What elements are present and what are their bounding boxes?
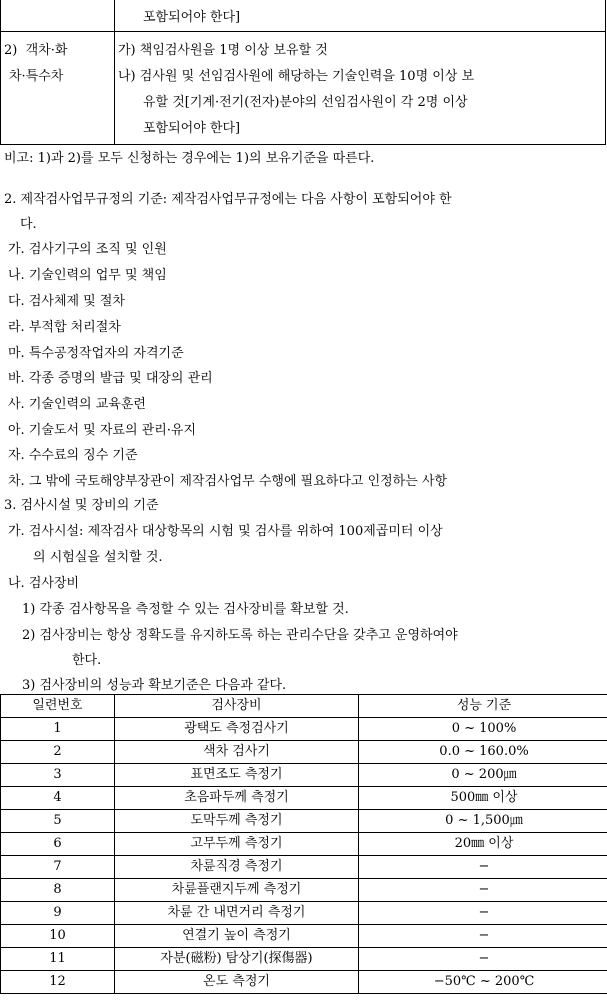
serial-number: 2 [1,741,115,764]
column-header: 검사장비 [115,695,359,718]
serial-number: 3 [1,764,115,787]
list-item: 사. 기술인력의 교육훈련 [8,397,146,412]
serial-number: 10 [1,925,115,948]
table-row [1,718,607,741]
list-item: 다. 검사체제 및 절차 [8,294,125,309]
list-item: 차. 그 밖에 국토해양부장관이 제작검사업무 수행에 필요하다고 인정하는 사항 [8,474,448,489]
table-row [1,787,607,810]
continued-text: 포함되어야 한다] [143,10,241,25]
table-row [1,833,607,856]
list-item: 마. 특수공정작업자의 자격기준 [8,346,184,361]
list-item: 의 시험실을 설치할 것. [33,550,163,565]
list-item: 가. 검사시설: 제작검사 대상항목의 시험 및 검사를 위하여 100제곱미터 이상 [8,524,443,539]
serial-number: 4 [1,787,115,810]
table-row [1,879,607,902]
equipment-name: 연결기 높이 측정기 [115,925,359,948]
table-row [1,764,607,787]
list-item: 자. 수수료의 징수 기준 [8,448,138,463]
equipment-name: 초음파두께 측정기 [115,787,359,810]
section-heading: 2. 제작검사업무규정의 기준: 제작검사업무규정에는 다음 사항이 포함되어야 한 [4,192,452,207]
equipment-name: 고무두께 측정기 [115,833,359,856]
row-label: 2) 객차·화 [4,43,68,58]
table-row [1,925,607,948]
table-row [1,856,607,879]
performance-criterion: 0 ~ 100% [359,718,607,741]
requirement-item: 포함되어야 한다] [143,121,241,136]
table-row [1,902,607,925]
remark-note: 비고: 1)과 2)를 모두 신청하는 경우에는 1)의 보유기준을 따른다. [4,151,375,166]
serial-number: 9 [1,902,115,925]
list-item: 2) 검사장비는 항상 정확도를 유지하도록 하는 관리수단을 갖추고 운영하여야 [22,628,458,643]
list-item: 가. 검사기구의 조직 및 인원 [8,242,167,257]
equipment-name: 온도 측정기 [115,971,359,994]
column-header: 일련번호 [1,695,115,718]
top-table-divider [114,0,115,145]
equipment-name: 차륜 간 내면거리 측정기 [115,902,359,925]
performance-criterion: 0 ~ 200㎛ [359,764,607,787]
list-item: 나. 기술인력의 업무 및 책임 [8,268,167,283]
equipment-name: 자분(磁粉) 탐상기(探傷器) [115,948,359,971]
top-table-right-border [605,0,606,145]
serial-number: 1 [1,718,115,741]
equipment-name: 색차 검사기 [115,741,359,764]
table-row [1,741,607,764]
section-heading: 다. [20,217,37,232]
performance-criterion: − [359,948,607,971]
performance-criterion: 0 ~ 1,500㎛ [359,810,607,833]
equipment-name: 광택도 측정검사기 [115,718,359,741]
list-item: 아. 기술도서 및 자료의 관리·유지 [8,423,197,438]
equipment-name: 도막두께 측정기 [115,810,359,833]
list-item: 3) 검사장비의 성능과 확보기준은 다음과 같다. [22,678,287,693]
column-header: 성능 기준 [359,695,607,718]
performance-criterion: − [359,879,607,902]
performance-criterion: 20㎜ 이상 [359,833,607,856]
top-table-row-border [0,31,606,32]
requirement-item: 나) 검사원 및 선임검사원에 해당하는 기술인력을 10명 이상 보 [118,69,475,84]
serial-number: 12 [1,971,115,994]
serial-number: 11 [1,948,115,971]
equipment-name: 차륜플랜지두께 측정기 [115,879,359,902]
table-header-row [1,695,607,718]
list-item: 라. 부적합 처리절차 [8,320,121,335]
list-item: 한다. [72,653,102,668]
performance-criterion: −50℃ ~ 200℃ [359,971,607,994]
serial-number: 5 [1,810,115,833]
performance-criterion: 0.0 ~ 160.0% [359,741,607,764]
table-row [1,948,607,971]
performance-criterion: − [359,856,607,879]
section-heading: 3. 검사시설 및 장비의 기준 [4,498,159,513]
requirement-item: 가) 책임검사원을 1명 이상 보유할 것 [118,43,328,58]
list-item: 나. 검사장비 [8,576,80,591]
serial-number: 7 [1,856,115,879]
equipment-name: 차륜직경 측정기 [115,856,359,879]
performance-criterion: − [359,925,607,948]
row-label: 차·특수차 [9,69,64,84]
requirement-item: 유할 것[기계·전기(전자)분야의 선임검사원이 각 2명 이상 [143,95,468,110]
list-item: 1) 각종 검사항목을 측정할 수 있는 검사장비를 확보할 것. [22,602,349,617]
top-table-bottom-border [0,144,606,145]
equipment-table [0,694,607,994]
serial-number: 6 [1,833,115,856]
performance-criterion: − [359,902,607,925]
performance-criterion: 500㎜ 이상 [359,787,607,810]
table-row [1,810,607,833]
serial-number: 8 [1,879,115,902]
top-table-left-border [0,0,1,145]
table-row [1,971,607,994]
list-item: 바. 각종 증명의 발급 및 대장의 관리 [8,371,213,386]
equipment-name: 표면조도 측정기 [115,764,359,787]
